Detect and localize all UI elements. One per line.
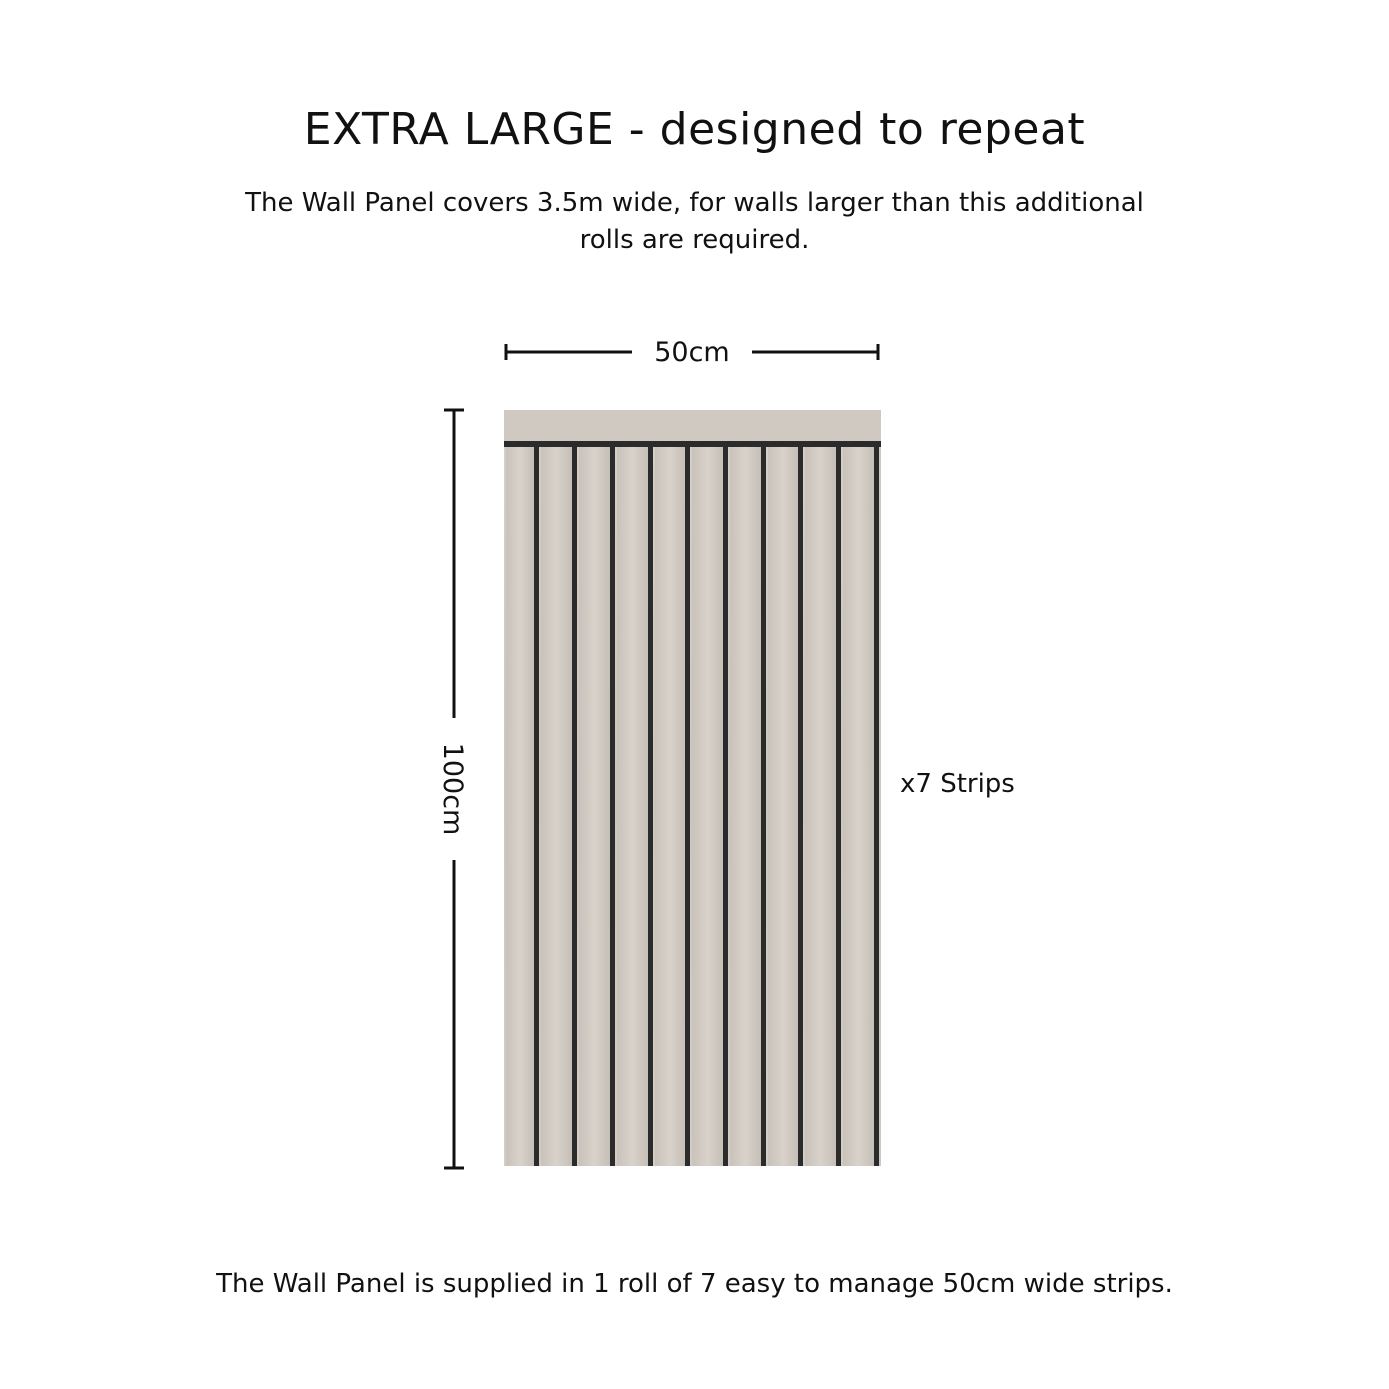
panel-slat-gap [836, 447, 841, 1166]
panel-slat-gap [610, 447, 615, 1166]
panel-slat [768, 447, 798, 1166]
panel-slat-gap [723, 447, 728, 1166]
panel-slat [805, 447, 836, 1166]
page-title: EXTRA LARGE - designed to repeat [303, 104, 1086, 155]
panel-slat [541, 447, 572, 1166]
panel-slat [692, 447, 723, 1166]
panel-slat [843, 447, 874, 1166]
subtitle-description: The Wall Panel covers 3.5m wide, for walls larger than this additional rolls are required. [245, 188, 1144, 255]
panel-slat [655, 447, 685, 1166]
panel-top-band [504, 410, 881, 443]
height-label: 100cm [437, 742, 468, 836]
panel-slat [617, 447, 648, 1166]
strips-count-label: x7 Strips [900, 769, 1015, 799]
panel-slat [879, 447, 881, 1166]
panel-slat-gap [648, 447, 653, 1166]
width-label: 50cm [654, 337, 730, 368]
panel-slats [506, 447, 881, 1166]
panel-slat-gap [685, 447, 690, 1166]
width-dimension [506, 337, 878, 368]
panel-slat [579, 447, 610, 1166]
panel-slat-gap [798, 447, 803, 1166]
height-dimension [437, 410, 468, 1168]
wall-panel-swatch [504, 410, 881, 1166]
panel-slat-gap [874, 447, 879, 1166]
panel-slat [730, 447, 761, 1166]
panel-slat [506, 447, 534, 1166]
panel-slat-gap [761, 447, 766, 1166]
panel-slat-gap [534, 447, 539, 1166]
panel-slat-gap [572, 447, 577, 1166]
footer-note: The Wall Panel is supplied in 1 roll of 7 easy to manage 50cm wide strips. [216, 1269, 1173, 1299]
